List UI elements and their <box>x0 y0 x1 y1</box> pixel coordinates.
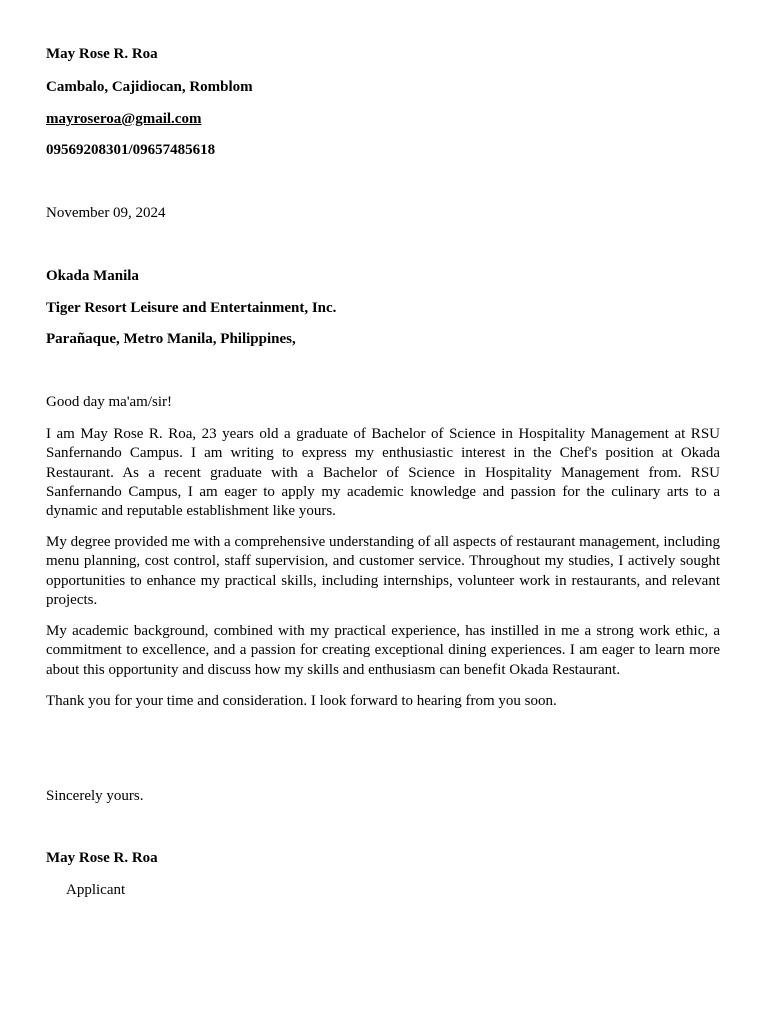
body-paragraph-degree: My degree provided me with a comprehensive understanding of all aspects of restaurant management, including menu planning, cost control, staff supervision, and customer service. Throughout my studies, I actively sought opportunities to enhance my practical skills, including internships, volunteer work in restaurants, and relevant projects. <box>46 534 720 608</box>
recipient-name: Okada Manila <box>46 268 139 284</box>
body-paragraph-background: My academic background, combined with my practical experience, has instilled in me a strong work ethic, a commitment to excellence, and a passion for creating exceptional dining experiences. I am eager to learn more about this opportunity and discuss how my skills and enthusiasm can benefit Okada Restaurant. <box>46 623 720 678</box>
signature-title: Applicant <box>66 882 126 898</box>
body-paragraph-intro: I am May Rose R. Roa, 23 years old a graduate of Bachelor of Science in Hospitality Management at RSU Sanfernando Campus. I am writing to express my enthusiastic interest in the Chef's position at Okada Restaurant. As a recent graduate with a Bachelor of Science in Hospitality Management from. RSU Sanfernando Campus, I am eager to apply my academic knowledge and passion for the culinary arts to a dynamic and reputable establishment like yours. <box>46 426 720 520</box>
signature-name: May Rose R. Roa <box>46 850 158 866</box>
sender-phone: 09569208301/09657485618 <box>46 142 216 158</box>
sender-name: May Rose R. Roa <box>46 46 158 62</box>
sender-address: Cambalo, Cajidiocan, Romblom <box>46 79 253 95</box>
recipient-address: Parañaque, Metro Manila, Philippines, <box>46 331 296 347</box>
recipient-company: Tiger Resort Leisure and Entertainment, Inc. <box>46 300 337 316</box>
closing-salutation: Sincerely yours. <box>46 788 144 804</box>
body-paragraph-thanks: Thank you for your time and consideration. I look forward to hearing from you soon. <box>46 693 557 709</box>
sender-email-link[interactable]: mayroseroa@gmail.com <box>46 111 202 127</box>
letter-date: November 09, 2024 <box>46 205 166 221</box>
greeting: Good day ma'am/sir! <box>46 394 173 410</box>
